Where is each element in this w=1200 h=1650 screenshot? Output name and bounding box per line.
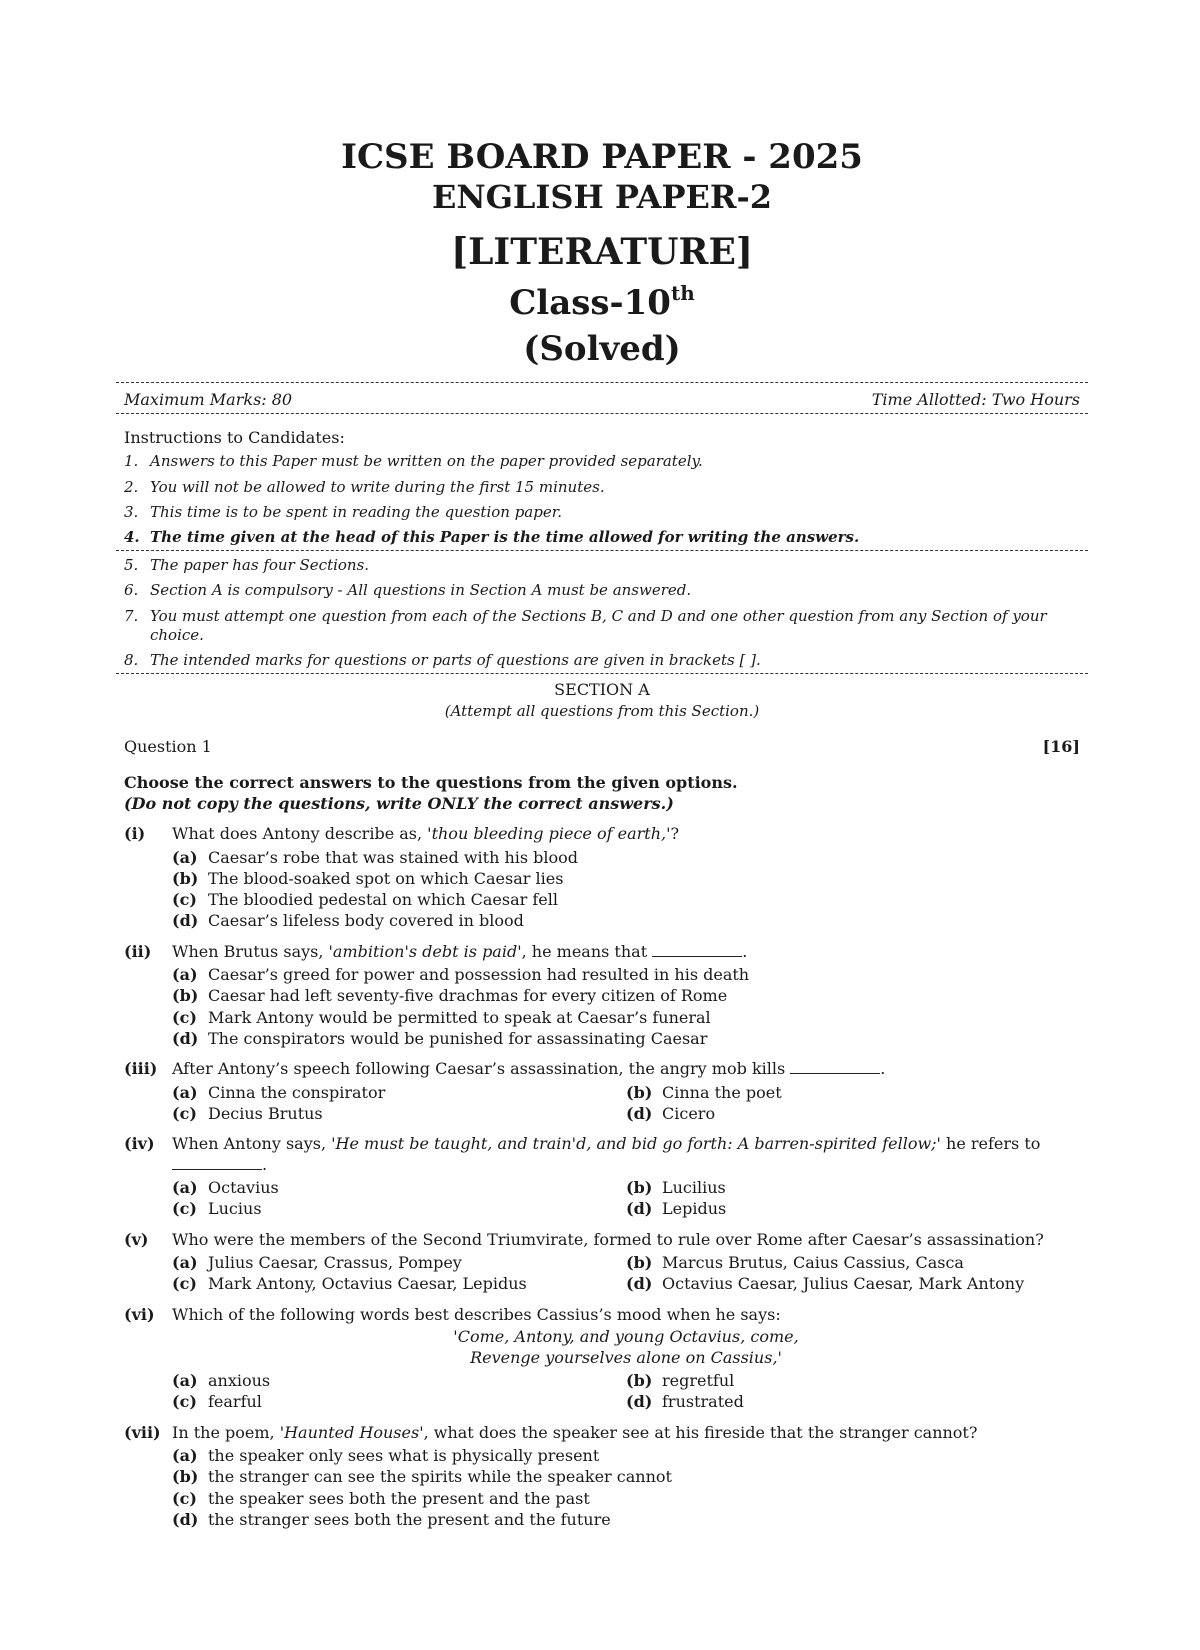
option: (a) anxious <box>172 1371 271 1391</box>
question-instruction <box>116 772 1088 814</box>
option: (c) Lucius <box>172 1199 262 1219</box>
option: (a) the speaker only sees what is physically present <box>172 1446 600 1466</box>
marks-row <box>116 383 1088 413</box>
option: (b) regretful <box>626 1371 735 1391</box>
question-item: (v) Who were the members of the Second Triumvirate, formed to rule over Rome after Caesar’s assassination? (a) Julius Caesar, Crassus, Pompey (b) Marcus Brutus, Caius Cassius, Casca (c) Mark Antony, Octavius Caesar, Lepidus (d) Octavius Caesar, Julius Caesar, Mark Antony <box>116 1230 1088 1295</box>
option: (d) frustrated <box>626 1392 744 1412</box>
title-block <box>116 0 1088 368</box>
divider <box>116 413 1088 414</box>
instruction-item: 7. You must attempt one question from each of the Sections B, C and D and one other question from any Section of your choice. <box>124 606 1047 644</box>
answer-blank <box>790 1059 880 1074</box>
instruction-item: 8. The intended marks for questions or parts of questions are given in brackets [ ]. <box>124 650 761 669</box>
option: (d) The conspirators would be punished for assassinating Caesar <box>172 1028 708 1048</box>
option: (a) Cinna the conspirator <box>172 1082 386 1102</box>
option: (c) The bloodied pedestal on which Caesar fell <box>172 890 558 910</box>
option: (d) the stranger sees both the present and the future <box>172 1509 611 1529</box>
question-marks: [16] <box>1042 737 1080 757</box>
option: (b) The blood-soaked spot on which Caesar lies <box>172 869 564 889</box>
option: (b) Caesar had left seventy-five drachmas for every citizen of Rome <box>172 986 728 1006</box>
question-item: (iii) After Antony’s speech following Caesar’s assassination, the angry mob kills . (a) Cinna the conspirator (b) Cinna the poet (c) Decius Brutus (d) Cicero <box>116 1059 1088 1124</box>
paper-status: (Solved) <box>523 329 681 370</box>
instruction-note: (Do not copy the questions, write ONLY the correct answers.) <box>124 794 674 814</box>
option: (d) Caesar’s lifeless body covered in blood <box>172 911 524 931</box>
class-label: Class-10 <box>509 283 671 324</box>
max-marks: Maximum Marks: 80 <box>124 390 293 410</box>
option: (c) the speaker sees both the present and the past <box>172 1488 590 1508</box>
question-text: When Brutus says, 'ambition's debt is paid', he means that . <box>172 941 748 961</box>
question-text: After Antony’s speech following Caesar’s assassination, the angry mob kills . <box>172 1058 886 1078</box>
option: (a) Caesar’s greed for power and possession had resulted in his death <box>172 965 750 985</box>
question-item: (ii) When Brutus says, 'ambition's debt is paid', he means that . (a) Caesar’s greed for power and possession had resulted in his death (b) Caesar had left seventy-five drachmas for every citizen of Rome (c) Mark Antony would be permitted to speak at Caesar’s funeral (d) The conspirators would be punished for assassinating Caesar <box>116 942 1088 1049</box>
question-item: (iv) When Antony says, 'He must be taught, and train'd, and bid go forth: A barren-spirited fellow;' he refers to . (a) Octavius (b) Lucilius (c) Lucius (d) Lepidus <box>116 1134 1088 1220</box>
instructions-heading: Instructions to Candidates: <box>124 428 345 448</box>
divider <box>116 550 1088 551</box>
instruction-item: 5. The paper has four Sections. <box>124 556 370 575</box>
option: (a) Julius Caesar, Crassus, Pompey <box>172 1253 462 1273</box>
options <box>172 847 1080 931</box>
question-item: (i) What does Antony describe as, 'thou bleeding piece of earth,'? (a) Caesar’s robe that was stained with his blood (b) The blood-soaked spot on which Caesar lies (c) The bloodied pedestal on which Caesar fell (d) Caesar’s lifeless body covered in blood <box>116 824 1088 931</box>
paper-part: [LITERATURE] <box>451 230 753 273</box>
paper-title: ICSE BOARD PAPER - 2025 <box>341 137 863 177</box>
question-item: (vii) In the poem, 'Haunted Houses', what does the speaker see at his fireside that the stranger cannot? (a) the speaker only sees what is physically present (b) the stranger can see the spirits while the speaker cannot (c) the speaker sees both the present and the past (d) the stranger sees both the present and the future <box>116 1423 1088 1530</box>
section-subtitle: (Attempt all questions from this Section.) <box>444 702 760 721</box>
instruction-item: 6. Section A is compulsory - All questions in Section A must be answered. <box>124 581 692 600</box>
time-allotted: Time Allotted: Two Hours <box>871 390 1080 410</box>
answer-blank <box>652 942 742 957</box>
question-label: Question 1 <box>124 737 212 757</box>
divider <box>116 673 1088 674</box>
question-item: (vi) Which of the following words best describes Cassius’s mood when he says: 'Come, Antony, and young Octavius, come, Revenge yourselves alone on Cassius,' (a) anxious (b) regretful (c) fearful (d) frustrated <box>116 1305 1088 1413</box>
option: (c) fearful <box>172 1392 262 1412</box>
question-text: Which of the following words best describes Cassius’s mood when he says: <box>172 1304 781 1324</box>
paper-class <box>116 282 1088 322</box>
option: (b) Marcus Brutus, Caius Cassius, Casca <box>626 1253 964 1273</box>
option: (c) Mark Antony would be permitted to speak at Caesar’s funeral <box>172 1007 711 1027</box>
option: (d) Octavius Caesar, Julius Caesar, Mark Antony <box>626 1274 1025 1294</box>
instruction-text: Choose the correct answers to the questions from the given options. <box>124 773 738 793</box>
instruction-item: 4. The time given at the head of this Paper is the time allowed for writing the answers. <box>124 527 860 546</box>
class-suffix: th <box>670 281 695 306</box>
answer-blank <box>172 1155 262 1170</box>
option: (d) Cicero <box>626 1103 716 1123</box>
option: (b) Cinna the poet <box>626 1082 782 1102</box>
option: (b) Lucilius <box>626 1178 726 1198</box>
options <box>172 1177 1080 1219</box>
option: (a) Caesar’s robe that was stained with his blood <box>172 848 579 868</box>
option: (c) Mark Antony, Octavius Caesar, Lepidus <box>172 1274 527 1294</box>
instructions <box>116 428 1088 547</box>
quoted-lines: 'Come, Antony, and young Octavius, come, Revenge yourselves alone on Cassius,' <box>453 1327 799 1367</box>
question-text: Who were the members of the Second Triumvirate, formed to rule over Rome after Caesar’s assassination? <box>172 1229 1044 1249</box>
options <box>172 1252 1080 1294</box>
instruction-item: 2. You will not be allowed to write during the first 15 minutes. <box>124 477 605 496</box>
options <box>172 1370 1080 1412</box>
option: (d) Lepidus <box>626 1199 727 1219</box>
question-text: When Antony says, 'He must be taught, and train'd, and bid go forth: A barren-spirited fellow;' he refers to . <box>172 1133 1041 1174</box>
question-text: In the poem, 'Haunted Houses', what does the speaker see at his fireside that the stranger cannot? <box>172 1422 978 1442</box>
option: (b) the stranger can see the spirits while the speaker cannot <box>172 1467 672 1487</box>
section-title: SECTION A <box>554 680 650 700</box>
paper-subject: ENGLISH PAPER-2 <box>431 178 773 217</box>
instruction-item: 3. This time is to be spent in reading the question paper. <box>124 502 563 521</box>
options <box>172 1082 1080 1124</box>
option: (c) Decius Brutus <box>172 1103 323 1123</box>
option: (a) Octavius <box>172 1178 279 1198</box>
question-text: What does Antony describe as, 'thou bleeding piece of earth,'? <box>172 824 680 844</box>
options <box>172 1445 1080 1529</box>
instructions-continued <box>116 556 1088 670</box>
question-header <box>116 737 1088 756</box>
instruction-item: 1. Answers to this Paper must be written on the paper provided separately. <box>124 452 703 471</box>
options <box>172 964 1080 1048</box>
